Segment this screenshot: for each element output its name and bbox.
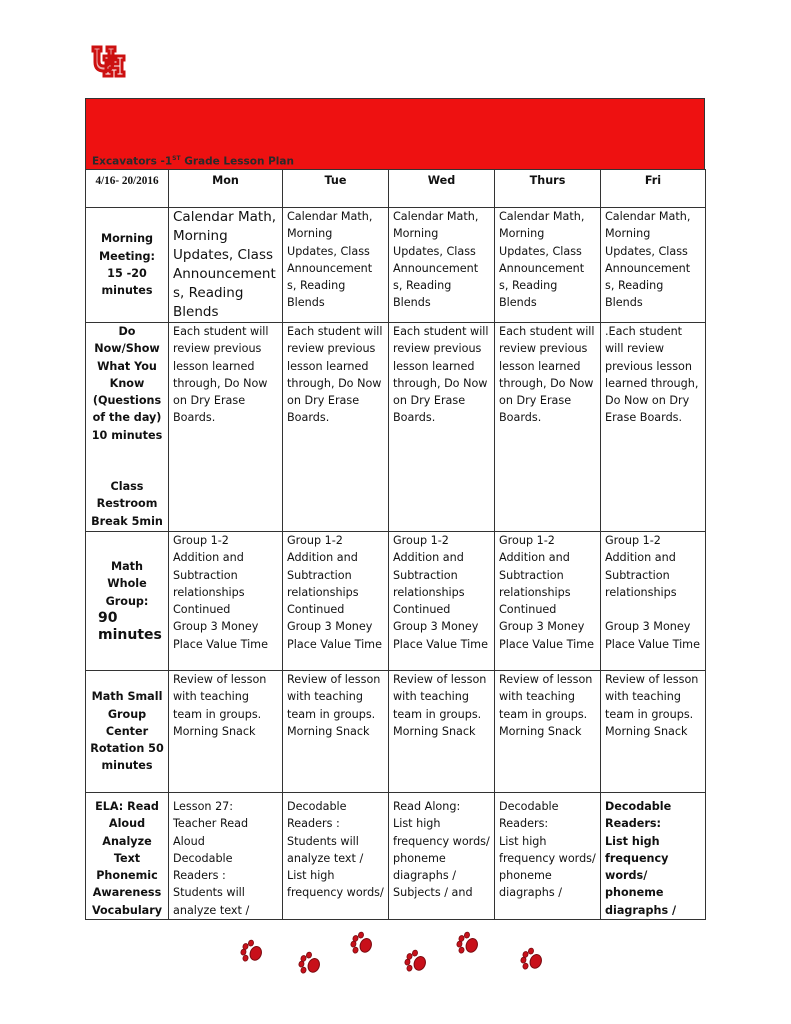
table-cell: Group 1-2 Addition and Subtraction relationships Continued Group 3 Money Place Value Time (169, 532, 283, 671)
table-row (86, 671, 706, 793)
table-row (86, 532, 706, 671)
row-label-line: Do Now/Show What You Know (Questions of the day) 10 minutes (91, 325, 163, 442)
date-range: 4/16- 20/2016 (86, 170, 169, 208)
lesson-plan-title: Excavators -1ST Grade Lesson Plan (92, 154, 294, 167)
day-header: Mon (169, 170, 283, 208)
paw-icon (402, 948, 428, 976)
paw-icon (238, 938, 264, 966)
table-cell: Calendar Math, Morning Updates, Class Announcement s, Reading Blends (601, 208, 706, 323)
table-cell: Each student will review previous lesson learned through, Do Now on Dry Erase Boards. (169, 323, 283, 532)
table-cell: Calendar Math, Morning Updates, Class Announcement s, Reading Blends (283, 208, 389, 323)
table-row (86, 323, 706, 532)
table-cell: Decodable Readers: List high frequency words/ phoneme diagraphs / (495, 793, 601, 920)
day-header: Wed (389, 170, 495, 208)
table-cell: Group 1-2 Addition and Subtraction relationships Continued Group 3 Money Place Value Time (389, 532, 495, 671)
row-label-line: Class Restroom Break 5min (91, 480, 163, 528)
uh-logo (90, 44, 132, 80)
row-label-line: Math Whole Group: (105, 560, 149, 608)
day-header: Tue (283, 170, 389, 208)
table-cell: Read Along: List high frequency words/ phoneme diagraphs / Subjects / and (389, 793, 495, 920)
table-cell: .Each student will review previous lesson learned through, Do Now on Dry Erase Boards. (601, 323, 706, 532)
paw-icon (296, 950, 322, 978)
table-cell: Decodable Readers: List high frequency words/ phoneme diagraphs / (601, 793, 706, 920)
table-row (86, 208, 706, 323)
table-cell: Decodable Readers : Students will analyze text / List high frequency words/ (283, 793, 389, 920)
table-cell: Calendar Math, Morning Updates, Class Announcement s, Reading Blends (495, 208, 601, 323)
row-label: Morning Meeting: 15 -20 minutes (86, 208, 169, 323)
row-label (86, 532, 169, 671)
table-row (86, 793, 706, 920)
table-cell: Group 1-2 Addition and Subtraction relationships Group 3 Money Place Value Time (601, 532, 706, 671)
table-cell: Each student will review previous lesson learned through, Do Now on Dry Erase Boards. (283, 323, 389, 532)
row-label-time: 90 minutes (98, 609, 162, 643)
table-cell: Calendar Math, Morning Updates, Class Announcement s, Reading Blends (389, 208, 495, 323)
table-cell: Each student will review previous lesson learned through, Do Now on Dry Erase Boards. (495, 323, 601, 532)
table-cell: Review of lesson with teaching team in groups. Morning Snack (389, 671, 495, 793)
table-cell: Group 1-2 Addition and Subtraction relationships Continued Group 3 Money Place Value Time (495, 532, 601, 671)
table-cell: Group 1-2 Addition and Subtraction relationships Continued Group 3 Money Place Value Time (283, 532, 389, 671)
table-cell: Review of lesson with teaching team in groups. Morning Snack (495, 671, 601, 793)
table-cell: Calendar Math, Morning Updates, Class Announcement s, Reading Blends (169, 208, 283, 323)
paw-prints-decoration (230, 930, 560, 990)
day-header: Fri (601, 170, 706, 208)
lesson-plan-table (85, 169, 706, 920)
lesson-plan-banner (85, 98, 705, 170)
table-header-row (86, 170, 706, 208)
paw-icon (518, 946, 544, 974)
table-cell: Each student will review previous lesson learned through, Do Now on Dry Erase Boards. (389, 323, 495, 532)
table-cell: Review of lesson with teaching team in groups. Morning Snack (283, 671, 389, 793)
row-label: Math Small Group Center Rotation 50 minutes (86, 671, 169, 793)
table-cell: Review of lesson with teaching team in groups. Morning Snack (601, 671, 706, 793)
row-label (86, 323, 169, 532)
row-label: ELA: Read Aloud Analyze Text Phonemic Awareness Vocabulary (86, 793, 169, 920)
paw-icon (454, 930, 480, 958)
paw-icon (348, 930, 374, 958)
table-cell: Lesson 27: Teacher Read Aloud Decodable Readers : Students will analyze text / (169, 793, 283, 920)
table-cell: Review of lesson with teaching team in groups. Morning Snack (169, 671, 283, 793)
day-header: Thurs (495, 170, 601, 208)
